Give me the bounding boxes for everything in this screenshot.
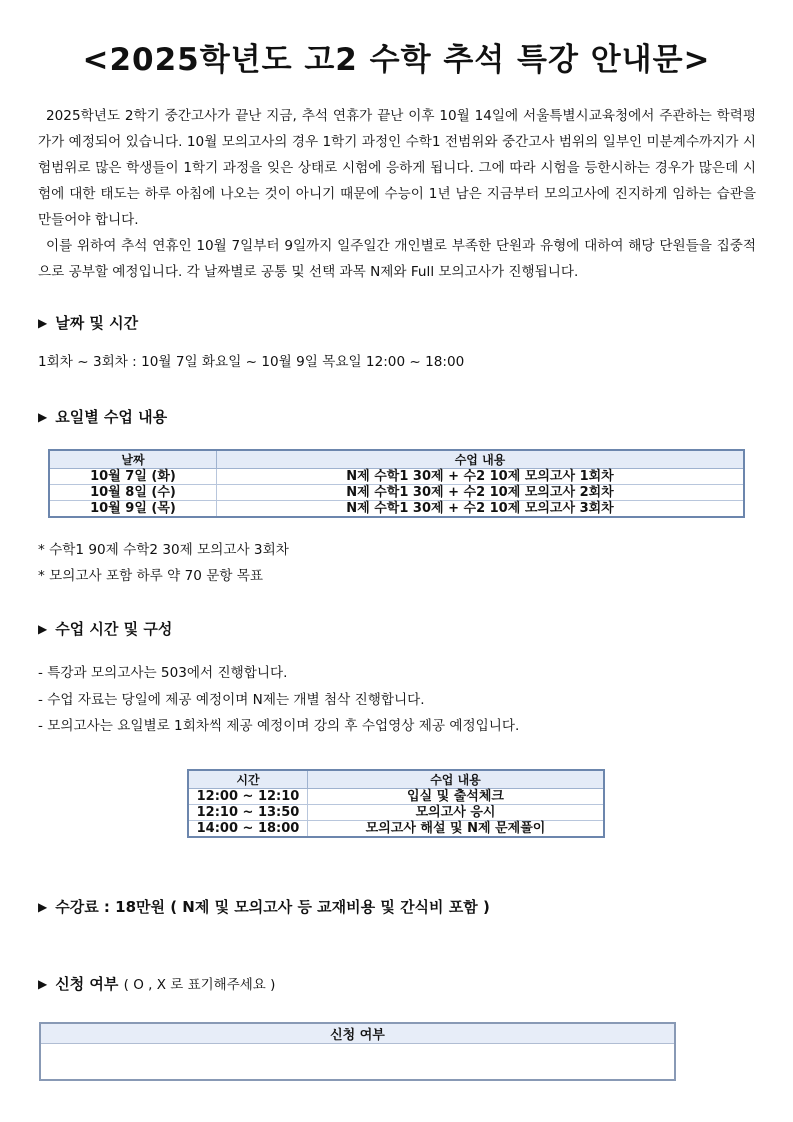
triangle-right-icon: ▶ — [38, 316, 48, 330]
class-time-table — [187, 769, 605, 838]
table-cell-content: 모의고사 응시 — [308, 805, 605, 821]
section-heading-label: 수강료 : 18만원 ( N제 및 모의고사 등 교재비용 및 간식비 포함 ) — [55, 898, 490, 916]
table-row — [188, 805, 604, 821]
section-tuition-heading — [38, 896, 490, 917]
table-header-content: 수업 내용 — [308, 770, 605, 789]
table-cell-content: 모의고사 해설 및 N제 문제풀이 — [308, 821, 605, 838]
table-row — [49, 501, 744, 518]
section-heading-label: 신청 여부 — [55, 975, 119, 993]
table-header-time: 시간 — [188, 770, 308, 789]
table-cell-content: N제 수학1 30제 + 수2 10제 모의고사 3회차 — [217, 501, 745, 518]
section-application-heading — [38, 973, 275, 994]
section-heading-label: 수업 시간 및 구성 — [55, 620, 173, 638]
table-header-date: 날짜 — [49, 450, 217, 469]
table-cell-content: N제 수학1 30제 + 수2 10제 모의고사 1회차 — [217, 469, 745, 485]
triangle-right-icon: ▶ — [38, 977, 48, 991]
table-row — [49, 485, 744, 501]
table-header-content: 수업 내용 — [217, 450, 745, 469]
application-table — [39, 1022, 676, 1081]
table-row — [49, 469, 744, 485]
application-table-header: 신청 여부 — [40, 1023, 675, 1044]
section-heading-label: 날짜 및 시간 — [55, 314, 139, 332]
table-row — [188, 789, 604, 805]
table-cell-time: 12:00 ~ 12:10 — [188, 789, 308, 805]
bullet-line: - 모의고사는 요일별로 1회차씩 제공 예정이며 강의 후 수업영상 제공 예정입니다. — [38, 718, 520, 734]
table-cell-content: N제 수학1 30제 + 수2 10제 모의고사 2회차 — [217, 485, 745, 501]
table-cell-date: 10월 9일 (목) — [49, 501, 217, 518]
bullet-line: - 특강과 모의고사는 503에서 진행합니다. — [38, 665, 288, 681]
daily-content-table — [48, 449, 745, 518]
section-heading-label: 요일별 수업 내용 — [55, 408, 168, 426]
triangle-right-icon: ▶ — [38, 622, 48, 636]
section-daily-content-heading — [38, 406, 167, 427]
table-cell-content: 입실 및 출석체크 — [308, 789, 605, 805]
intro-paragraph-2: 이를 위하여 추석 연휴인 10월 7일부터 9일까지 일주일간 개인별로 부족한 단원과 유형에 대하여 해당 단원들을 집중적으로 공부할 예정입니다. 각 날짜별로 공통 및 선택 과목 N제와 Full 모의고사가 진행됩니다. — [38, 238, 756, 280]
note-line: * 모의고사 포함 하루 약 70 문항 목표 — [38, 568, 264, 584]
triangle-right-icon: ▶ — [38, 410, 48, 424]
intro-text — [38, 103, 756, 285]
table-row — [188, 821, 604, 838]
document-title: <2025학년도 고2 수학 추석 특강 안내문> — [82, 42, 711, 78]
application-note: ( O , X 로 표기해주세요 ) — [123, 977, 276, 993]
section-class-structure-heading — [38, 618, 172, 639]
table-cell-date: 10월 8일 (수) — [49, 485, 217, 501]
triangle-right-icon: ▶ — [38, 900, 48, 914]
schedule-text: 1회차 ~ 3회차 : 10월 7일 화요일 ~ 10월 9일 목요일 12:00 ~ 18:00 — [38, 354, 465, 370]
table-cell-time: 14:00 ~ 18:00 — [188, 821, 308, 838]
table-cell-date: 10월 7일 (화) — [49, 469, 217, 485]
intro-paragraph-1: 2025학년도 2학기 중간고사가 끝난 지금, 추석 연휴가 끝난 이후 10월 14일에 서울특별시교육청에서 주관하는 학력평가가 예정되어 있습니다. 10월 모의고사의 경우 1학기 과정인 수학1 전범위와 중간고사 범위의 일부인 미분계수까지가 시험범위로 많은 학생들이 1학기 과정을 잊은 상태로 시험에 응하게 됩니다. 그에 따라 시험을 등한시하는 경우가 많은데 시험에 대한 태도는 하루 아침에 나오는 것이 아니기 때문에 수능이 1년 남은 지금부터 모의고사에 진지하게 임하는 습관을 만들어야 합니다. — [38, 108, 756, 228]
bullet-line: - 수업 자료는 당일에 제공 예정이며 N제는 개별 첨삭 진행합니다. — [38, 692, 425, 708]
application-input-cell[interactable] — [40, 1044, 675, 1081]
table-cell-time: 12:10 ~ 13:50 — [188, 805, 308, 821]
note-line: * 수학1 90제 수학2 30제 모의고사 3회차 — [38, 542, 289, 558]
section-date-time-heading — [38, 312, 138, 333]
